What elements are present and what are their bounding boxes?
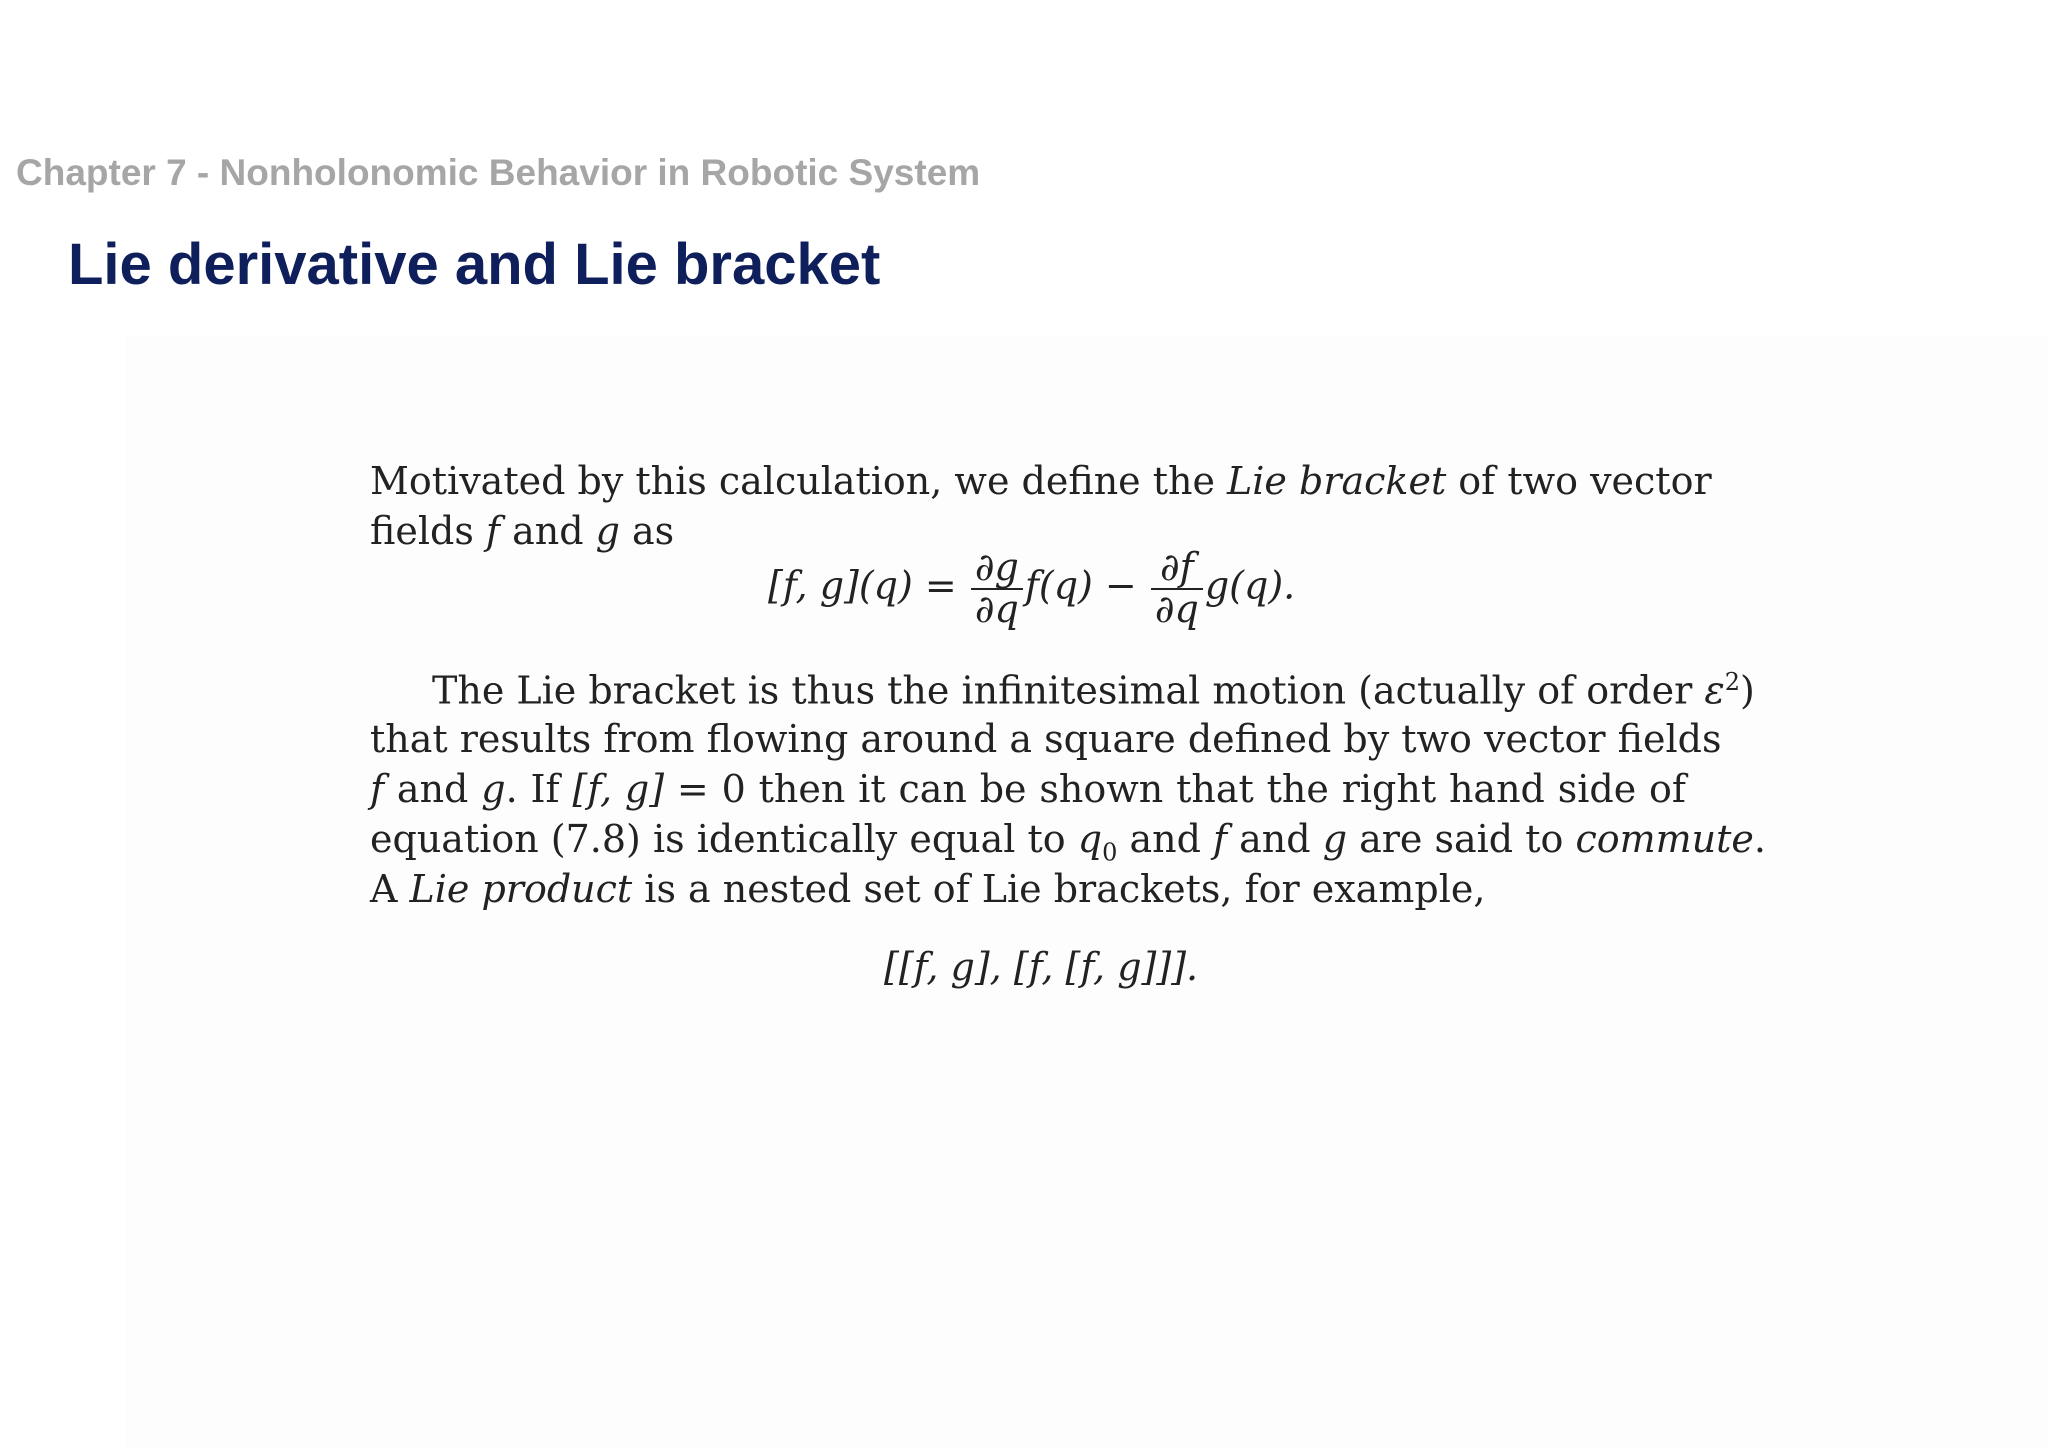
paragraph-1-line-2: fields f and g as — [370, 509, 675, 553]
fraction-dg-dq: $\frac{\partial g}{\partial q}$ — [971, 548, 1023, 630]
paragraph-2-line-3: f and g. If [f, g] = 0 then it can be shown that the right hand side of — [370, 767, 1686, 811]
paragraph-1-line-1: Motivated by this calculation, we define the Lie bracket of two vector — [370, 459, 1712, 503]
lie-bracket-equation: [f, g](q) = $\frac{\partial g}{\partial q}$ f(q) − $\frac{\partial f}{\partial q}$ g(q). — [768, 545, 1296, 631]
paragraph-2-line-1: The Lie bracket is thus the infinitesimal motion (actually of order $\varepsilon^2$) — [432, 668, 1755, 713]
fraction-df-dq: $\frac{\partial f}{\partial q}$ — [1151, 548, 1203, 630]
paragraph-2-line-4: equation (7.8) is identically equal to $q_0$ and f and g are said to commute. — [370, 817, 1766, 867]
chapter-header: Chapter 7 - Nonholonomic Behavior in Robotic System — [16, 152, 981, 193]
paragraph-2-line-2: that results from flowing around a square defined by two vector fields — [370, 717, 1722, 761]
term-lie-product: Lie product — [409, 867, 633, 911]
lie-product-example-equation: [[f, g], [f, [f, g]]]. — [884, 945, 1199, 989]
term-commute: commute — [1575, 817, 1754, 861]
slide-title: Lie derivative and Lie bracket — [68, 232, 881, 297]
term-lie-bracket: Lie bracket — [1227, 459, 1447, 503]
paragraph-2-line-5: A Lie product is a nested set of Lie brackets, for example, — [370, 867, 1486, 911]
